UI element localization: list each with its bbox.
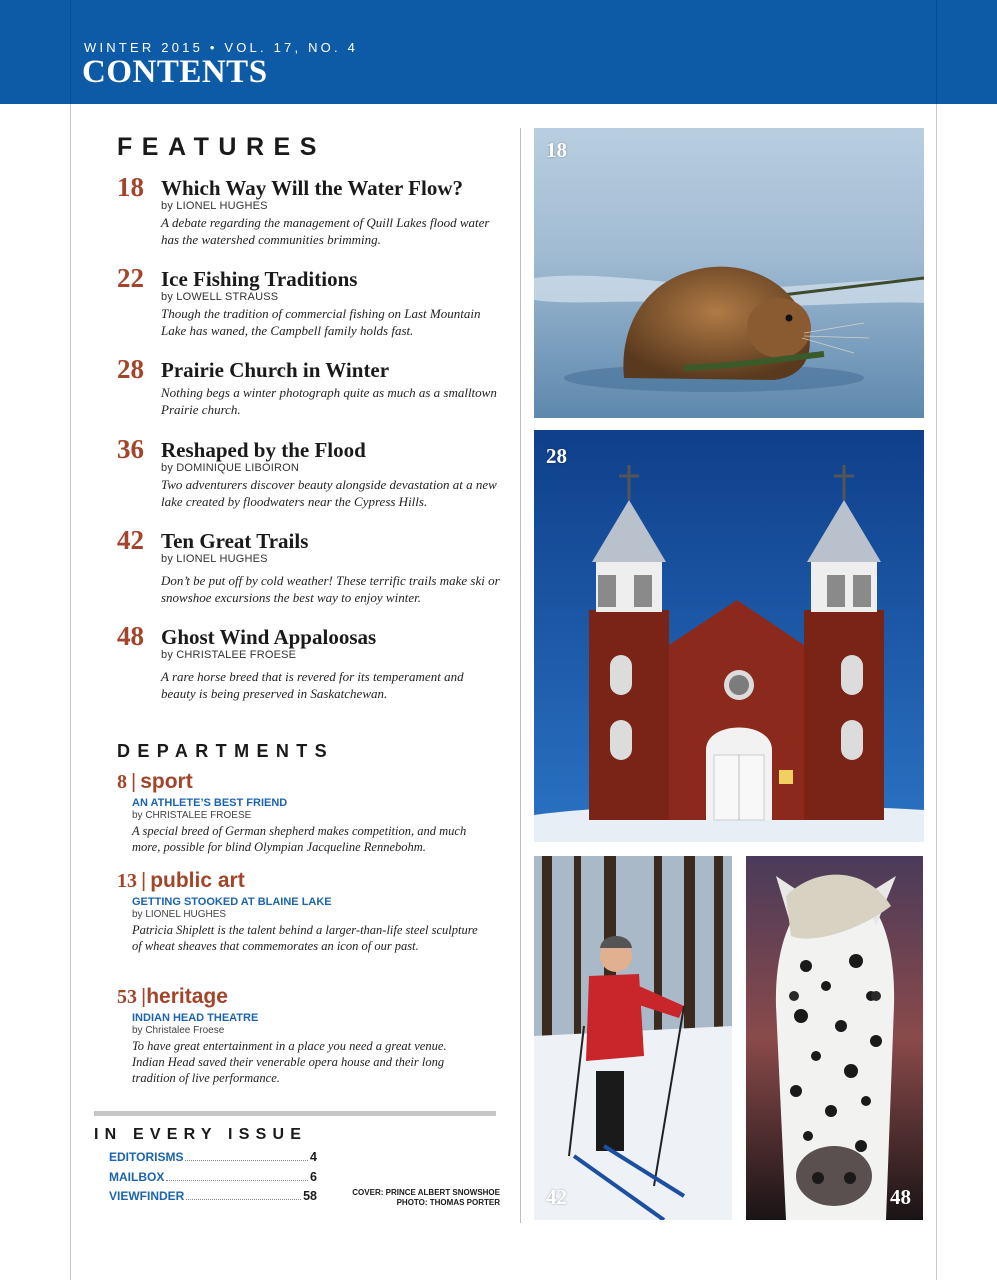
every-issue-item[interactable] [109,1150,317,1164]
cover-credit-line: COVER: PRINCE ALBERT SNOWSHOE [352,1188,500,1197]
feature-title[interactable]: Ice Fishing Traditions [161,267,358,291]
photo-page-label: 28 [546,444,567,468]
feature-byline: by CHRISTALEE FROESE [161,649,297,661]
department-separator: | [141,986,147,1008]
every-issue-label[interactable]: MAILBOX [109,1170,165,1184]
department-byline: by CHRISTALEE FROESE [132,810,252,821]
department-page-number: 8 [117,771,127,793]
department-separator: | [141,870,147,892]
feature-description: Two adventurers discover beauty alongside devastation at a new lake created by floodwaters near the Cypress Hills. [161,477,497,509]
feature-title[interactable]: Ten Great Trails [161,529,309,553]
departments-heading: DEPARTMENTS [117,741,335,761]
department-title[interactable]: GETTING STOOKED AT BLAINE LAKE [132,896,332,908]
feature-description: Nothing begs a winter photograph quite as much as a smalltown Prairie church. [161,385,497,417]
issue-line: WINTER 2015 • VOL. 17, NO. 4 [84,40,359,55]
leader-dots [166,1180,308,1181]
department-header[interactable] [117,868,245,896]
features-heading: FEATURES [117,133,326,161]
every-issue-rule [94,1111,496,1116]
cover-credit [330,1188,500,1208]
feature-page-number: 28 [117,354,144,384]
feature-title[interactable]: Which Way Will the Water Flow? [161,176,464,200]
page-rule-left [70,104,71,1280]
every-issue-page: 4 [310,1150,317,1164]
every-issue-label[interactable]: EDITORISMS [109,1150,184,1164]
feature-description: A debate regarding the management of Quill Lakes flood water has the watershed communities brimming. [161,215,490,247]
department-description: To have great entertainment in a place you need a great venue. Indian Head saved their venerable opera house and their long tradition of live performance. [132,1039,447,1085]
masthead-bar [0,0,997,104]
column-divider [520,128,521,1223]
department-separator: | [131,771,137,793]
department-description: Patricia Shiplett is the talent behind a larger-than-life steel sculpture of wheat sheaves that commemorates an icon of our past. [132,923,478,953]
horse-photo[interactable] [746,856,923,1220]
every-issue-item[interactable] [109,1189,317,1203]
feature-title[interactable]: Ghost Wind Appaloosas [161,625,377,649]
leader-dots [185,1160,308,1161]
department-title[interactable]: AN ATHLETE’S BEST FRIEND [132,797,288,809]
department-category: sport [140,770,193,793]
department-page-number: 13 [117,870,137,892]
department-header[interactable] [117,769,193,797]
department-page-number: 53 [117,986,137,1008]
feature-byline: by DOMINIQUE LIBOIRON [161,462,300,474]
masthead-rule-left [70,0,71,104]
skier-photo[interactable] [534,856,732,1220]
feature-page-number: 18 [117,172,144,202]
leader-dots [186,1199,301,1200]
feature-description: Don’t be put off by cold weather! These terrific trails make ski or snowshoe excursions the best way to enjoy winter. [161,573,500,605]
feature-byline: by LIONEL HUGHES [161,200,268,212]
church-photo[interactable] [534,430,924,842]
photo-page-label: 48 [890,1185,911,1209]
department-category: heritage [146,985,228,1008]
every-issue-heading: IN EVERY ISSUE [94,1126,308,1143]
photo-credit-line: PHOTO: THOMAS PORTER [396,1198,500,1207]
department-description: A special breed of German shepherd makes competition, and much more, possible for blind Olympian Jacqueline Rennebohm. [132,824,467,854]
department-byline: by LIONEL HUGHES [132,909,227,920]
every-issue-page: 6 [310,1170,317,1184]
muskrat-photo[interactable] [534,128,924,418]
department-category: public art [150,869,245,892]
photo-page-label: 42 [546,1185,567,1209]
feature-byline: by LIONEL HUGHES [161,553,268,565]
page-title: CONTENTS [82,54,268,90]
feature-title[interactable]: Reshaped by the Flood [161,438,366,462]
feature-description: A rare horse breed that is revered for its temperament and beauty is being preserved in Saskatchewan. [161,669,464,701]
every-issue-label[interactable]: VIEWFINDER [109,1189,185,1203]
feature-byline: by LOWELL STRAUSS [161,291,279,303]
department-header[interactable] [117,984,228,1012]
feature-description: Though the tradition of commercial fishing on Last Mountain Lake has waned, the Campbell family holds fast. [161,306,481,338]
feature-page-number: 36 [117,434,144,464]
feature-page-number: 22 [117,263,144,293]
masthead-rule-right [936,0,937,104]
department-byline: by Christalee Froese [132,1025,225,1036]
feature-title[interactable]: Prairie Church in Winter [161,358,390,382]
department-title[interactable]: INDIAN HEAD THEATRE [132,1012,259,1024]
feature-page-number: 48 [117,621,144,651]
photo-page-label: 18 [546,138,567,162]
page-rule-right [936,104,937,1280]
every-issue-item[interactable] [109,1170,317,1184]
every-issue-page: 58 [303,1189,317,1203]
feature-page-number: 42 [117,525,144,555]
